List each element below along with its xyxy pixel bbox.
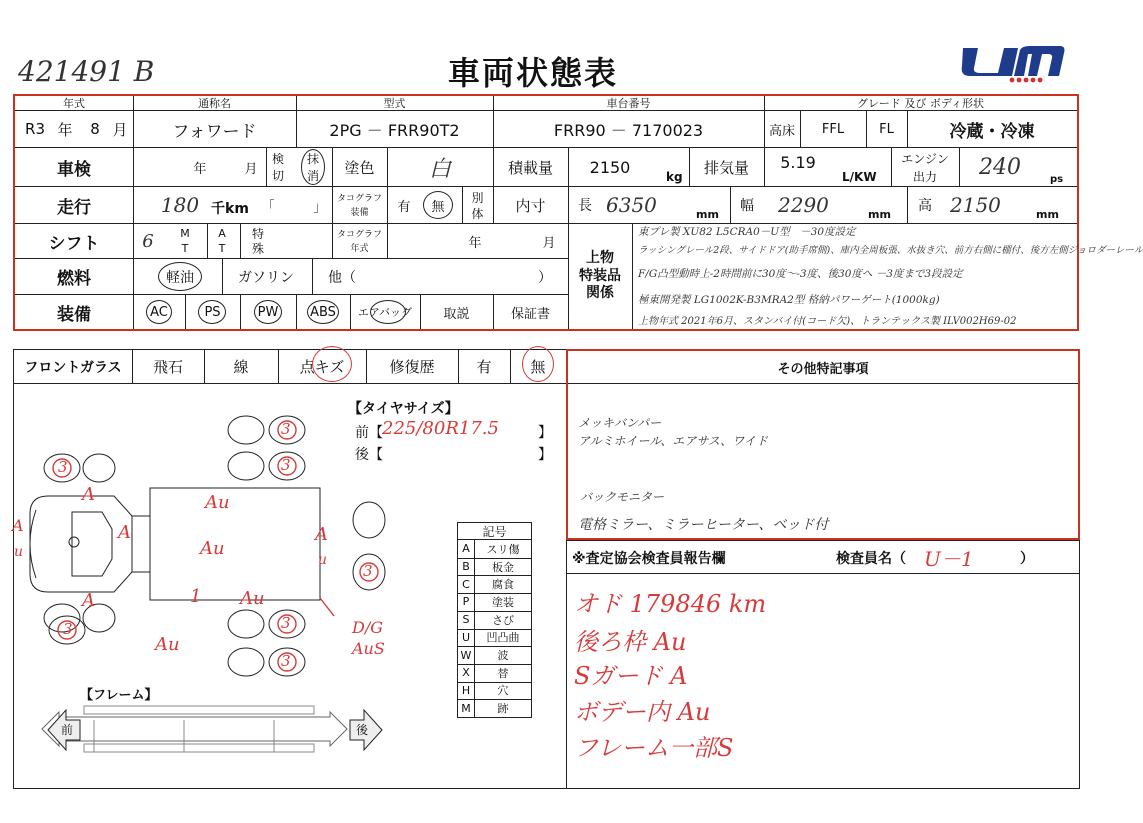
legend-code: M (461, 701, 471, 715)
inspector-note-1: オド 179846 km (574, 590, 767, 618)
label-model: 型式 (383, 97, 406, 110)
engine-unit: ps (1050, 174, 1064, 185)
hgt-label: 高 (918, 198, 932, 214)
mark-dg-aus: D/G AuS (352, 618, 385, 658)
legend-code: B (462, 560, 470, 574)
mark-u-2: u (318, 552, 328, 568)
glass-line: 線 (233, 358, 249, 376)
mark-au-top: Au (205, 492, 230, 513)
tire-front-value: 225/80R17.5 (382, 418, 499, 439)
legend-code: C (462, 577, 470, 591)
len-value: 6350 (606, 193, 657, 217)
inspect-bottom: 切 (271, 169, 284, 183)
equip-ps: PS (204, 304, 221, 320)
glass-yes: 有 (476, 358, 492, 376)
mark-3-d: 3 (63, 620, 73, 638)
inspector-note-3: Sガード A (574, 662, 688, 690)
wid-unit: mm (868, 208, 891, 221)
load-unit: kg (666, 170, 683, 184)
legend-code: W (460, 648, 472, 662)
color-value: 白 (428, 156, 451, 182)
glass-no: 無 (530, 358, 546, 376)
engine-top: エンジン (901, 151, 949, 166)
legend-table (457, 522, 532, 718)
glass-scratch: 点キズ (299, 358, 345, 376)
glass-repair: 修復歴 (389, 358, 435, 376)
separate-bottom: 体 (471, 206, 484, 221)
mark-u-1: u (14, 544, 24, 560)
fuel-diesel: 軽油 (166, 269, 194, 286)
shift-value: 6 (142, 230, 154, 252)
page-title: 車両状態表 (448, 54, 619, 92)
legend-meaning: 凹凸曲 (486, 631, 520, 645)
upper-special-line-2: ラッシングレール2段、サイドドア(助手席側)、庫内全周板張、水抜き穴、前方右側に棚付、後方左側ジョロダーレール (638, 245, 1143, 256)
wid-value: 2290 (778, 193, 829, 217)
mark-3-b: 3 (281, 420, 291, 438)
mark-a-5: A (315, 524, 328, 545)
tacho-year-top: タコグラフ (336, 229, 382, 240)
label-inspection: 車検 (57, 159, 91, 180)
inspector-name-close: ） (1020, 551, 1034, 567)
front-arrow-label: 前 (61, 723, 74, 737)
inspection-year-char: 年 (193, 161, 207, 177)
other-note-1: メッキバンパー (578, 416, 662, 430)
legend-code: U (461, 630, 471, 644)
legend-meaning: 腐食 (492, 578, 514, 592)
label-mileage: 走行 (57, 197, 91, 218)
month-value: 8 (90, 120, 100, 138)
label-upper-special: 上物 特装品 関係 (579, 250, 621, 302)
grade-ffl: FFL (821, 121, 845, 137)
legend-meaning: 替 (497, 666, 509, 680)
mileage-value: 180 (160, 193, 200, 217)
equip-warranty: 保証書 (510, 306, 550, 322)
legend-code: P (462, 595, 470, 609)
wid-label: 幅 (740, 198, 754, 214)
company-logo (958, 40, 1068, 85)
mark-one: 1 (190, 586, 202, 607)
tacho-month-char: 月 (542, 235, 556, 251)
mileage-unit: 千km (211, 201, 249, 217)
legend-code: H (461, 683, 471, 697)
glass-chip: 飛石 (152, 358, 183, 376)
mark-3-e: 3 (281, 614, 291, 632)
other-note-3: バックモニター (580, 490, 665, 504)
legend-code: S (462, 613, 470, 627)
mark-3-g: 3 (363, 562, 373, 580)
hgt-unit: mm (1036, 208, 1059, 221)
year-char: 年 (57, 120, 73, 139)
equip-manual: 取説 (443, 306, 470, 322)
body-type: 冷蔵・冷凍 (949, 121, 1035, 142)
mark-au-bottom: Au (240, 588, 265, 609)
mark-3-a: 3 (58, 458, 68, 476)
tacho-yes: 有 (397, 199, 411, 215)
legend-code: X (462, 666, 470, 680)
tacho-year-char: 年 (468, 235, 482, 251)
engine-bottom: 出力 (912, 169, 937, 184)
inspection-month-char: 月 (244, 161, 258, 177)
other-note-2: アルミホイール、エアサス、ワイド (578, 434, 768, 448)
label-load: 積載量 (507, 158, 553, 177)
label-year: 年式 (63, 97, 85, 110)
tire-rear-label: 後【 (355, 447, 383, 463)
chassis-number: FRR90 － 7170023 (553, 120, 704, 140)
legend-meaning: 穴 (497, 684, 509, 698)
equip-abs: ABS (310, 304, 336, 320)
len-unit: mm (696, 208, 719, 221)
expired-top: 抹 (306, 152, 319, 166)
other-notes-title: その他特記事項 (777, 361, 869, 377)
grade-high-floor: 高床 (768, 123, 795, 139)
equip-airbag: エアバッグ (357, 306, 413, 319)
mark-a-2: A (118, 522, 131, 543)
label-dims: 内寸 (515, 196, 546, 215)
legend-title: 記号 (458, 523, 531, 540)
displacement-value: 5.19 (780, 152, 816, 172)
label-chassis: 車台番号 (606, 97, 651, 110)
inspect-top: 検 (271, 152, 284, 166)
label-fuel: 燃料 (57, 269, 91, 289)
mark-a-1: A (82, 484, 95, 505)
other-note-4: 電格ミラー、ミラーヒーター、ベッド付 (578, 517, 829, 533)
mark-au-left: Au (155, 634, 180, 655)
mark-3-c: 3 (281, 456, 291, 474)
special-bottom: 殊 (251, 241, 264, 256)
mark-a-4: A (12, 516, 24, 535)
tacho-no: 無 (431, 199, 445, 215)
tire-front-close: 】 (538, 425, 552, 441)
legend-meaning: スリ傷 (486, 542, 520, 556)
tacho-bottom: 装備 (350, 207, 369, 218)
inspector-name-label: 検査員名（ (836, 551, 906, 567)
handwritten-id: 421491 B (18, 55, 155, 88)
legend-meaning: 波 (497, 649, 509, 663)
grade-fl: FL (879, 121, 894, 137)
upper-special-line-3: F/G凸型動時上-2時間前に30度～-3度、後30度へ －3度まで3段設定 (638, 268, 963, 280)
label-color: 塗色 (344, 158, 375, 177)
label-grade-body: グレード 及び ボディ形状 (856, 97, 985, 110)
mark-3-f: 3 (281, 652, 291, 670)
engine-value: 240 (979, 154, 1021, 180)
upper-special-line-1: 東プレ製 XU82 L5CRA0－U型 －30度設定 (638, 226, 856, 238)
year-era: R3 (25, 120, 45, 138)
mt-bottom: T (181, 241, 189, 255)
tire-front-label: 前【 (355, 425, 383, 441)
mileage-bracket: 「 」 (261, 199, 327, 215)
expired-bottom: 消 (306, 169, 319, 183)
legend-meaning: 跡 (497, 702, 509, 716)
inspector-name-value: U－1 (924, 547, 974, 571)
inspector-note-2: 後ろ枠 Au (574, 628, 687, 656)
fuel-gasoline: ガソリン (238, 269, 294, 286)
month-char: 月 (112, 120, 128, 139)
inspector-note-5: フレーム一部S (574, 734, 734, 762)
tacho-year-bottom: 年式 (350, 243, 369, 254)
equip-pw: PW (257, 304, 279, 320)
vehicle-model: 2PG － FRR90T2 (329, 120, 460, 140)
inspector-note-4: ボデー内 Au (574, 698, 711, 726)
vehicle-name: フォワード (172, 121, 257, 142)
legend-meaning: 塗装 (492, 595, 514, 609)
separate-top: 別 (471, 190, 484, 205)
displacement-unit: L/KW (842, 170, 877, 184)
tire-rear-close: 】 (538, 447, 552, 463)
inspector-title: ※査定協会検査員報告欄 (572, 551, 726, 567)
mark-a-3: A (82, 590, 95, 611)
tacho-top: タコグラフ (336, 193, 382, 204)
rear-arrow-label: 後 (356, 723, 369, 737)
hgt-value: 2150 (950, 193, 1001, 217)
label-front-glass: フロントガラス (24, 359, 122, 376)
label-equipment: 装備 (57, 304, 91, 325)
tire-size-label: 【タイヤサイズ】 (348, 401, 459, 417)
mt-top: M (180, 226, 190, 240)
len-label: 長 (578, 198, 592, 214)
equip-ac: AC (150, 304, 168, 320)
special-top: 特 (251, 226, 264, 241)
upper-special-line-5: 上物年式 2021年6月、スタンバイ付(コード欠)、トランテックス製 ILV002H69-02 (638, 316, 1017, 327)
load-value: 2150 (589, 157, 631, 177)
legend-meaning: 板金 (492, 560, 514, 574)
label-displacement: 排気量 (703, 158, 749, 177)
upper-special-line-4: 極東開発製 LG1002K-B3MRA2型 格納パワーゲート(1000kg) (638, 294, 940, 306)
label-shift: シフト (48, 233, 100, 254)
legend-code: A (462, 542, 470, 556)
mark-au-center: Au (200, 538, 225, 559)
fuel-other: 他（ ） (328, 269, 552, 286)
label-name: 通称名 (198, 97, 231, 110)
at-bottom: T (218, 241, 226, 255)
at-top: A (218, 226, 226, 240)
frame-label: 【フレーム】 (80, 688, 158, 703)
legend-meaning: さび (492, 613, 514, 627)
